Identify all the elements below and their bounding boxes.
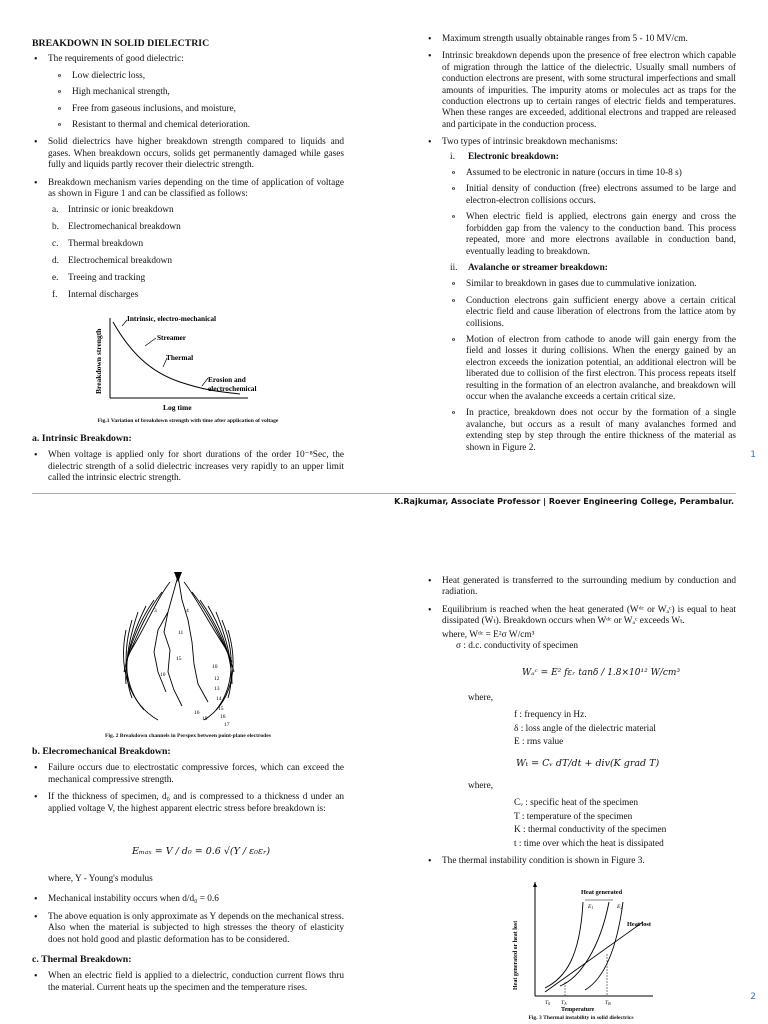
page-footer: K.Rajkumar, Associate Professor | Roever Engineering College, Perambalur. xyxy=(394,497,734,506)
svg-text:16: 16 xyxy=(220,714,226,720)
svg-text:3: 3 xyxy=(154,608,157,614)
fig3-xlabel: Temperature xyxy=(561,1007,595,1013)
requirement-item: o Resistant to thermal and chemical deterioration. xyxy=(32,120,344,131)
def-specific-heat: Cᵥ : specific heat of the specimen xyxy=(514,798,639,809)
p1-right-column xyxy=(426,34,736,454)
p2-right-defs-1 xyxy=(426,693,736,749)
type-item: b. Electromechanical breakdown xyxy=(52,222,181,233)
figure-1-breakdown-strength xyxy=(90,312,257,416)
page-divider xyxy=(32,493,736,494)
equation-wac: Wₐᶜ = E² fεᵣ tanδ / 1.8×10¹² W/cm³ xyxy=(522,668,681,678)
def-loss-angle: δ : loss angle of the dielectric material xyxy=(514,723,656,734)
fig1-label-thermal: Thermal xyxy=(166,353,194,362)
wdc-definition: where, Wᵈᶜ = E²σ W/cm³ xyxy=(442,629,535,640)
bullet-equilibrium: • Equilibrium is reached when the heat generated (Wᵈᶜ or Wₐᶜ) is equal to heat dissipated (Wₜ). Breakdown occurs when Wᵈᶜ or Wₐᶜ exceeds Wₜ. xyxy=(426,605,736,628)
type-item: e. Treeing and tracking xyxy=(52,273,146,284)
figure-2-breakdown-channels xyxy=(118,572,248,728)
svg-text:E1: E1 xyxy=(588,904,594,910)
svg-text:19: 19 xyxy=(202,716,208,722)
avalanche-item: o Similar to breakdown in gases due to cummulative ionization. xyxy=(426,279,736,290)
def-rms: E : rms value xyxy=(514,737,564,748)
bullet-requirements: • The requirements of good dielectric: xyxy=(32,54,344,65)
bullet-heat-transfer: • Heat generated is transferred to the surrounding medium by conduction and radiation. xyxy=(426,576,736,599)
bullet-thermal-instability: • The thermal instability condition is shown in Figure 3. xyxy=(426,856,736,867)
bullet-conduction-current: • When an electric field is applied to a dielectric, conduction current flows thru the material. Current heats up the specimen and the temperature rises. xyxy=(32,971,344,994)
p1-left-column xyxy=(32,38,344,301)
bullet-max-strength: • Maximum strength usually obtainable ranges from 5 - 10 MV/cm. xyxy=(426,34,736,45)
bullet-mechanical-instability: • Mechanical instability occurs when d/d₀ = 0.6 xyxy=(32,894,344,905)
subheading-avalanche: ii. Avalanche or streamer breakdown: xyxy=(450,262,608,273)
bullet-two-types: • Two types of intrinsic breakdown mechanisms: xyxy=(426,137,736,148)
requirement-item: o Free from gaseous inclusions, and moisture, xyxy=(32,104,344,115)
p2-left-column-lower xyxy=(32,874,344,994)
type-item: c. Thermal breakdown xyxy=(52,239,144,250)
svg-text:13: 13 xyxy=(214,686,220,692)
fig1-caption: Fig.1 Variation of breakdown strength with time after application of voltage xyxy=(97,418,279,424)
svg-text:TB: TB xyxy=(605,1000,611,1006)
bullet-compressive-forces: • Failure occurs due to electrostatic compressive forces, which can exceed the mechanical compressive strength. xyxy=(32,763,344,786)
where-label: where, xyxy=(468,693,494,703)
svg-text:10: 10 xyxy=(212,664,218,670)
page-number-1: 1 xyxy=(750,450,756,460)
p1-intrinsic-section xyxy=(32,433,344,485)
bullet-solid-vs-gas: • Solid dielectrics have higher breakdown strength compared to liquids and gases. When breakdown occurs, solids get permanently damaged while gases fully and liquids partly recover their dielectric strength. xyxy=(32,137,344,171)
heading-intrinsic-breakdown: a. Intrinsic Breakdown: xyxy=(32,433,132,444)
def-thermal-conductivity: K : thermal conductivity of the specimen xyxy=(514,825,667,836)
fig3-heat-generated: Heat generated xyxy=(581,889,623,896)
svg-text:12: 12 xyxy=(214,676,220,682)
where-label: where, xyxy=(468,781,494,791)
type-item: f. Internal discharges xyxy=(52,290,139,300)
svg-text:11: 11 xyxy=(178,630,184,636)
svg-text:10: 10 xyxy=(160,672,166,678)
svg-text:15: 15 xyxy=(218,706,224,712)
electronic-item: o When electric field is applied, electrons gain energy and cross the forbidden gap from the valency to the conduction band. This process repeated, more and more electrons available in conduction band, eventually leading to breakdown. xyxy=(426,212,736,258)
fig1-xlabel: Log time xyxy=(163,403,192,412)
electronic-item: o Initial density of conduction (free) electrons assumed to be large and electron-electron collisions occurs. xyxy=(426,184,736,207)
equation-wt: Wₜ = Cᵥ dT/dt + div(K grad T) xyxy=(516,758,660,769)
svg-text:T0: T0 xyxy=(545,1000,551,1006)
fig3-heat-lost: Heat lost xyxy=(627,921,651,928)
page-number-2: 2 xyxy=(750,992,756,1002)
sigma-definition: σ : d.c. conductivity of specimen xyxy=(456,641,578,652)
where-youngs-modulus: where, Y - Young's modulus xyxy=(48,874,153,884)
subheading-electronic: i. Electronic breakdown: xyxy=(450,151,559,162)
bullet-intrinsic-short-duration: • When voltage is applied only for short durations of the order 10⁻⁸Sec, the dielectric strength of a solid dielectric increases very rapidly to an upper limit called the intrinsic electric strength. xyxy=(32,450,344,484)
p2-right-column xyxy=(426,576,736,652)
svg-text:15: 15 xyxy=(176,656,182,662)
heading-thermal-breakdown: c. Thermal Breakdown: xyxy=(32,954,132,966)
def-temperature: T : temperature of the specimen xyxy=(514,811,633,822)
fig1-label-erosion: Erosion and xyxy=(208,375,246,384)
figure-3-thermal-instability xyxy=(505,878,655,1014)
heading-electromechanical: b. Elecromechanical Breakdown: xyxy=(32,746,171,757)
svg-text:4: 4 xyxy=(186,608,189,614)
avalanche-item: o Conduction electrons gain sufficient energy above a certain critical electric field and cause liberation of electrons from the lattice atom by collisions. xyxy=(426,296,736,330)
type-item: d. Electrochemical breakdown xyxy=(52,256,173,267)
type-item: a. Intrinsic or ionic breakdown xyxy=(52,205,174,216)
fig2-caption: Fig. 2 Breakdown channels in Perspex between point-plane electrodes xyxy=(105,733,271,739)
fig1-label-intrinsic: Intrinsic, electro-mechanical xyxy=(127,314,217,323)
electronic-item: o Assumed to be electronic in nature (occurs in time 10-8 s) xyxy=(426,168,736,179)
fig1-ylabel: Breakdown strength xyxy=(94,328,103,394)
svg-text:TA: TA xyxy=(561,1000,567,1006)
fig1-label-electrochemical: electrochemical xyxy=(208,384,257,393)
bullet-thickness: • If the thickness of specimen, d₀ and is compressed to a thickness d under an applied voltage V, the highest apparent electric stress before breakdown is: xyxy=(32,792,344,815)
fig3-caption: Fig. 3 Thermal instability in solid dielectrics xyxy=(528,1015,634,1021)
def-frequency: f : frequency in Hz. xyxy=(514,710,587,721)
svg-text:16: 16 xyxy=(194,710,200,716)
equation-emax: Eₘₐₓ = V / d₀ = 0.6 √(Y / ε₀εᵣ) xyxy=(132,846,271,857)
fig3-ylabel: Heat generated or heat lost xyxy=(513,920,519,990)
avalanche-item: o Motion of electron from cathode to anode will gain energy from the field and losses it during collisions. When the energy gained by an electron exceeds the ionization potential, an additional electron will be liberated due to collision of the first electron. This process repeats itself resulting in the formation of an electron avalanche, and breakdown will occur when the avalanche exceeds a certain critical size. xyxy=(426,335,736,403)
bullet-approximate: • The above equation is only approximate as Y depends on the mechanical stress. Also when the material is subjected to high stresses the theory of elasticity does not hold good and plastic deformation has to be considered. xyxy=(32,912,344,946)
svg-text:E2: E2 xyxy=(617,904,623,910)
svg-text:17: 17 xyxy=(224,722,230,728)
p2-left-column xyxy=(32,746,344,815)
requirement-item: o Low dielectric loss, xyxy=(32,71,344,82)
def-time: t : time over which the heat is dissipated xyxy=(514,838,664,849)
p2-right-defs-2 xyxy=(426,781,736,867)
bullet-mechanism: • Breakdown mechanism varies depending on the time of application of voltage as shown in Figure 1 and can be classified as follows: xyxy=(32,178,344,201)
section-title: BREAKDOWN IN SOLID DIELECTRIC xyxy=(32,38,210,49)
fig1-label-streamer: Streamer xyxy=(157,333,187,342)
requirement-item: o High mechanical strength, xyxy=(32,87,344,98)
bullet-intrinsic-depends: • Intrinsic breakdown depends upon the presence of free electron which capable of migration through the lattice of the dielectric. Usually small numbers of conduction electrons are present, with some structural imperfections and small amounts of impurities. The impurity atoms or molecules act as traps for the conduction electrons up to certain ranges of electric fields and temperatures. When these ranges are exceeded, additional electrons and trapped are released and participate in the conduction process. xyxy=(426,51,736,131)
avalanche-item: o In practice, breakdown does not occur by the formation of a single avalanche, but occurs as a result of many avalanches formed and extending step by step through the entire thickness of the material as shown in Figure 2. xyxy=(426,408,736,454)
svg-text:14: 14 xyxy=(216,696,222,702)
